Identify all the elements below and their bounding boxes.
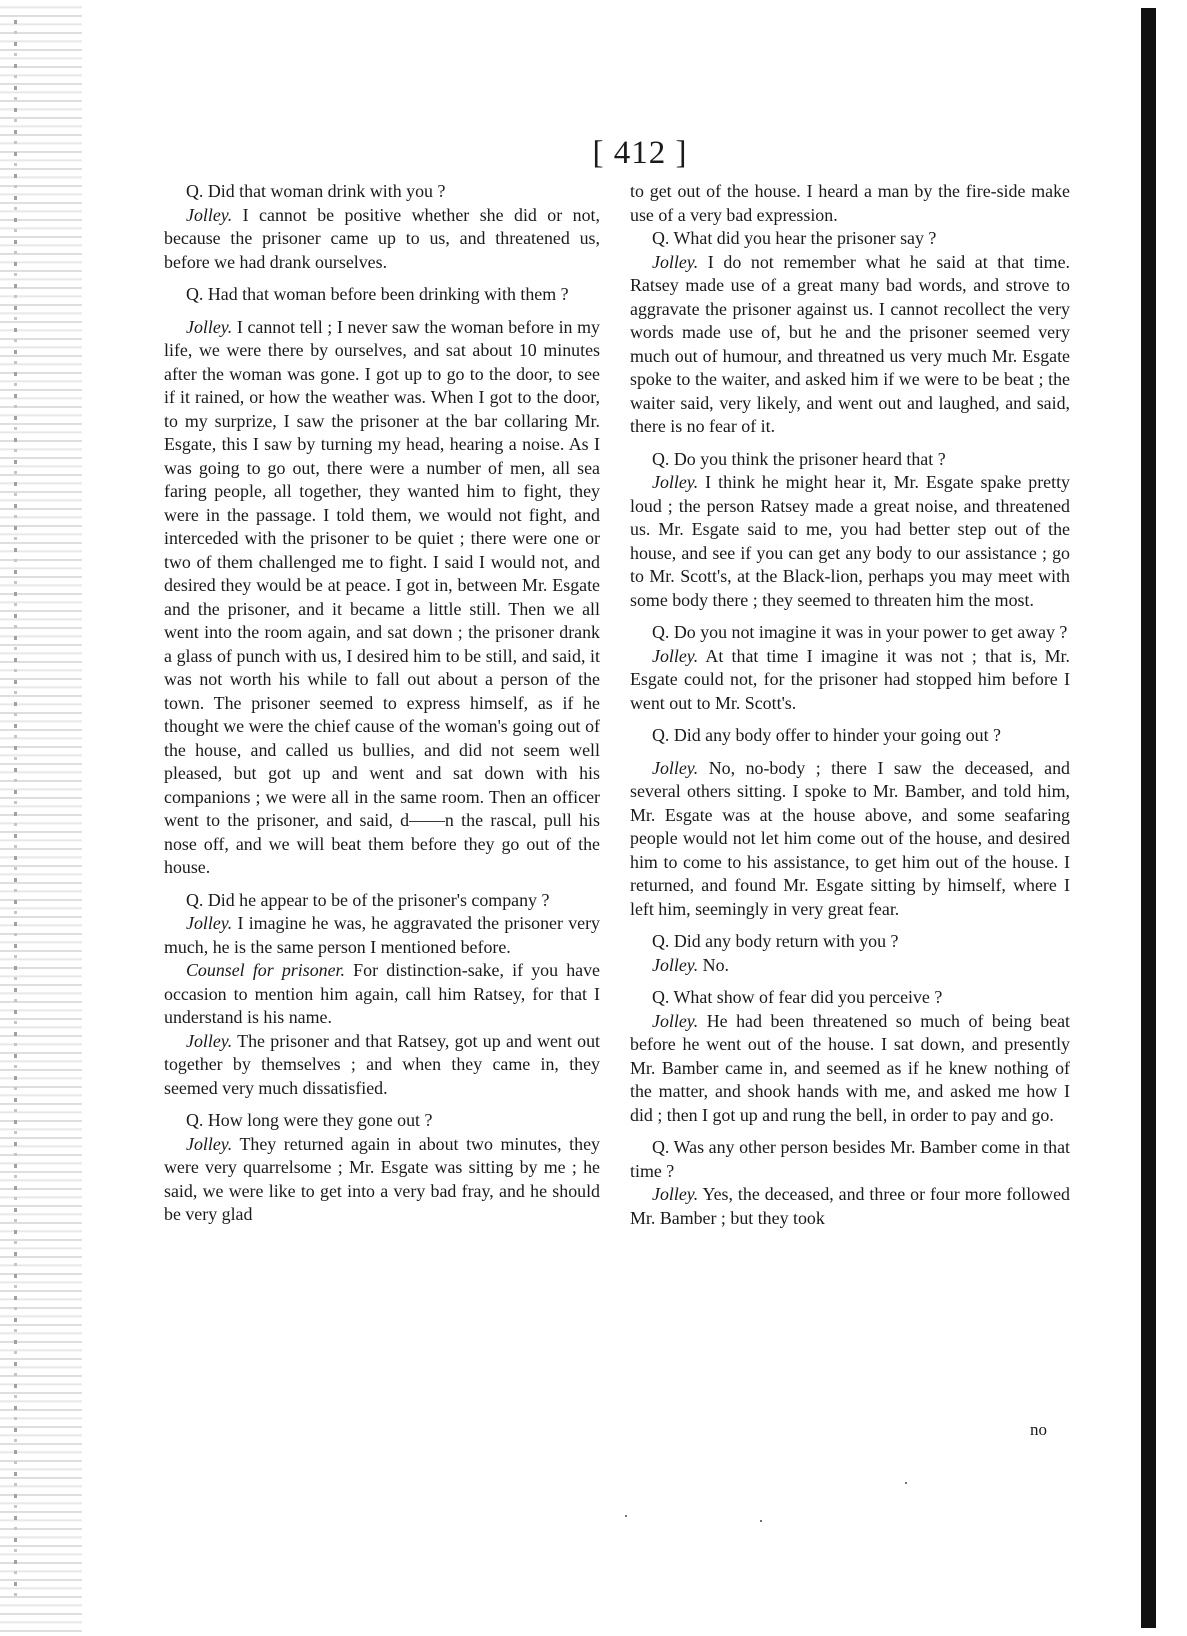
paragraph-text: Q. What did you hear the prisoner say ? [652,228,937,248]
question-paragraph [630,724,1070,748]
paragraph-text: I do not remember what he said at that time. Ratsey made use of a great many bad words, and strove to aggravate the prisoner against us. I cannot recollect the very words made use of, but he and the prisoner seemed very much out of humour, and threatned us very much Mr. Esgate spoke to the waiter, and asked him if we were to be beat ; the waiter said, very likely, and went out and laughed, and said, there is no fear of it. [630,251,1070,436]
answer-paragraph [630,757,1070,922]
answer-paragraph [630,251,1070,439]
answer-paragraph [630,471,1070,612]
speaker-name: Jolley. [186,913,233,933]
speaker-name: Jolley. [652,757,699,778]
paragraph-text: I imagine he was, he aggravated the prisoner very much, he is the same person I mentioned before. [164,913,600,957]
answer-paragraph [164,204,600,275]
paragraph-text: Q. What show of fear did you perceive ? [652,987,943,1007]
scan-speck [625,1515,627,1517]
paragraph-text: Q. Did any body return with you ? [652,931,899,951]
right-text-column [630,180,1070,1230]
paragraph-text: No. [698,954,730,975]
paragraph-text: I think he might hear it, Mr. Esgate spake pretty loud ; the person Ratsey made a great noise, and threatened us. Mr. Esgate said to me, you had better step out of the house, and see if you can get any body to our assistance ; go to Mr. Scott's, at the Black-lion, perhaps you may meet with some body there ; they seemed to threaten him the most. [630,472,1070,610]
paragraph-text: He had been threatened so much of being beat before he went out of the house. I sat down, and presently Mr. Bamber came in, and seemed as if he knew nothing of the matter, and shook hands with me, and asked me how I did ; then I got up and rung the bell, in order to pay and go. [630,1010,1070,1125]
speaker-name: Jolley. [652,472,699,492]
speaker-name: Jolley. [652,1184,699,1204]
speaker-name: Jolley. [652,1010,699,1031]
paragraph-text: Q. Had that woman before been drinking with them ? [186,284,569,304]
scanned-binding-edge [0,0,82,1636]
scan-speck [905,1482,907,1484]
question-paragraph [630,621,1070,645]
paragraph-text: to get out of the house. I heard a man by the fire-side make use of a very bad expression. [630,181,1070,225]
speaker-name: Jolley. [652,645,699,666]
question-paragraph [164,283,600,307]
paragraph-text: Q. Do you not imagine it was in your power to get away ? [652,622,1068,642]
question-paragraph [164,889,600,913]
question-paragraph [630,227,1070,251]
paragraph-text: Q. Did that woman drink with you ? [186,181,446,201]
paragraph-text: Q. How long were they gone out ? [186,1110,433,1130]
left-text-column [164,180,600,1227]
paragraph-text: Q. Did he appear to be of the prisoner's company ? [186,889,550,910]
question-paragraph [164,1109,600,1133]
speaker-name: Counsel for prisoner. [186,960,345,980]
binding-shadow [14,20,17,1600]
page-number: [ 412 ] [592,135,688,171]
catchword: no [1030,1420,1047,1439]
question-paragraph [630,1136,1070,1183]
question-paragraph [164,180,600,204]
answer-paragraph [630,1183,1070,1230]
scan-speck [760,1520,762,1522]
question-paragraph [630,986,1070,1010]
paragraph-text: The prisoner and that Ratsey, got up and went out together by themselves ; and when they came in, they seemed very much dissatisfied. [164,1030,600,1098]
answer-paragraph [630,645,1070,716]
answer-paragraph [164,912,600,959]
speaker-name: Jolley. [186,204,233,225]
paragraph-text: At that time I imagine it was not ; that is, Mr. Esgate could not, for the prisoner had stopped him before I went out to Mr. Scott's. [630,645,1070,713]
continued-paragraph [630,180,1070,227]
speaker-name: Jolley. [186,1133,233,1154]
paragraph-text: Yes, the deceased, and three or four more followed Mr. Bamber ; but they took [630,1184,1070,1228]
question-paragraph [630,930,1070,954]
answer-paragraph [164,959,600,1030]
paragraph-text: I cannot tell ; I never saw the woman before in my life, we were there by ourselves, and sat about 10 minutes after the woman was gone. I got up to go to the door, to see if it rained, or how the weather was. When I got to the door, to my surprize, I saw the prisoner at the bar collaring Mr. Esgate, this I saw by turning my head, hearing a noise. As I was going to go out, there were a number of men, all sea faring people, all together, they wanted him to fight, they were in the passage. I told them, we would not fight, and interceded with the prisoner to be quiet ; there were one or two of them challenged me to fight. I said I would not, and desired they would be at peace. I got in, between Mr. Esgate and the prisoner, and it became a little still. Then we all went into the room again, and sat down ; the prisoner drank a glass of punch with us, I desired him to be still, and said, it was not worth his while to fall out about a person of the town. The prisoner seemed to express himself, as if he thought we were the chief cause of the woman's going out of the house, and called us bullies, and did not seem well pleased, but got up and went and sat down with his companions ; we were all in the same room. Then an officer went to the prisoner, and said, d——n the rascal, pull his nose off, and we will beat them before they go out of the house. [164,316,600,877]
answer-paragraph [164,1030,600,1101]
paragraph-text: Q. Did any body offer to hinder your going out ? [652,725,1001,745]
scan-border-bar [1141,8,1156,1628]
paragraph-text: They returned again in about two minutes, they were very quarrelsome ; Mr. Esgate was sitting by me ; he said, we were like to get into a very bad fray, and he should be very glad [164,1133,600,1224]
paragraph-text: I cannot be positive whether she did or not, because the prisoner came up to us, and threatened us, before we had drank ourselves. [164,204,600,272]
paragraph-text: No, no-body ; there I saw the deceased, and several others sitting. I spoke to Mr. Bamber, and told him, Mr. Esgate was at the house above, and some seafaring people would not let him come out of the house, and desired him to come to his assistance, to get him out of the house. I returned, and found Mr. Esgate sitting by himself, where I left him, seemingly in very great fear. [630,757,1070,919]
speaker-name: Jolley. [652,954,699,975]
answer-paragraph [630,954,1070,978]
speaker-name: Jolley. [186,316,233,337]
speaker-name: Jolley. [652,251,699,272]
paragraph-text: Q. Was any other person besides Mr. Bamber come in that time ? [630,1137,1070,1181]
paragraph-text: Q. Do you think the prisoner heard that ? [652,448,946,469]
question-paragraph [630,448,1070,472]
answer-paragraph [630,1010,1070,1128]
answer-paragraph [164,316,600,880]
speaker-name: Jolley. [186,1030,233,1051]
paragraph-text: For distinction-sake, if you have occasion to mention him again, call him Ratsey, for that I understand is his name. [164,960,601,1027]
answer-paragraph [164,1133,600,1227]
